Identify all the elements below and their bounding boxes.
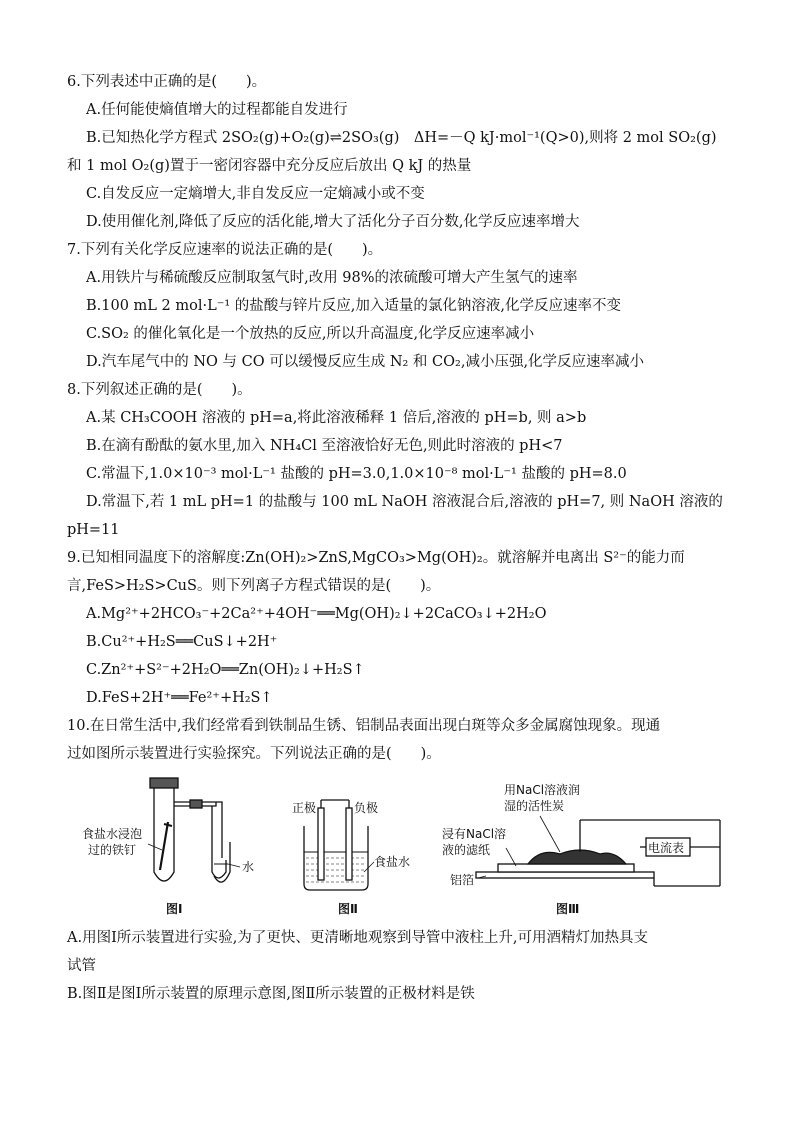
fig1-caption: 图Ⅰ (166, 902, 183, 916)
question-8-option-b: B.在滴有酚酞的氨水里,加入 NH₄Cl 至溶液恰好无色,则此时溶液的 pH<7 (86, 438, 563, 454)
question-9-stem-cont: 言,FeS>H₂S>CuS。则下列离子方程式错误的是( )。 (67, 578, 441, 594)
question-9-option-c: C.Zn²⁺+S²⁻+2H₂O══Zn(OH)₂↓+H₂S↑ (86, 662, 365, 678)
question-6-option-b-cont: 和 1 mol O₂(g)置于一密闭容器中充分反应后放出 Q kJ 的热量 (67, 158, 472, 174)
question-6-option-b: B.已知热化学方程式 2SO₂(g)+O₂(g)⇌2SO₃(g) ΔH=－Q kJ·mol⁻¹(Q>0),则将 2 mol SO₂(g) (86, 130, 717, 146)
question-9-stem: 9.已知相同温度下的溶解度:Zn(OH)₂>ZnS,MgCO₃>Mg(OH)₂。就溶解并电离出 S²⁻的能力而 (67, 550, 685, 566)
question-8-option-d: D.常温下,若 1 mL pH=1 的盐酸与 100 mL NaOH 溶液混合后,溶液的 pH=7, 则 NaOH 溶液的 (86, 494, 723, 510)
question-7-option-b: B.100 mL 2 mol·L⁻¹ 的盐酸与锌片反应,加入适量的氯化钠溶液,化学反应速率不变 (86, 298, 622, 314)
figure-1-apparatus (148, 778, 240, 882)
fig1-nail-label-1: 食盐水浸泡 (82, 827, 143, 841)
question-6-stem: 6.下列表述中正确的是( )。 (67, 74, 267, 90)
fig2-caption: 图Ⅱ (338, 902, 358, 916)
experiment-figures (0, 772, 794, 922)
question-9-option-b: B.Cu²⁺+H₂S══CuS↓+2H⁺ (86, 634, 278, 650)
fig3-foil-label: 铝箔 (450, 873, 475, 887)
question-6-option-d: D.使用催化剂,降低了反应的活化能,增大了活化分子百分数,化学反应速率增大 (86, 214, 580, 230)
fig2-negative-label: 负极 (354, 801, 379, 815)
fig3-caption: 图Ⅲ (556, 902, 580, 916)
question-10-option-a-cont: 试管 (67, 958, 96, 974)
fig1-water-label: 水 (242, 860, 255, 874)
question-10-stem-cont: 过如图所示装置进行实验探究。下列说法正确的是( )。 (67, 746, 441, 762)
fig3-ammeter-label: 电流表 (648, 841, 685, 855)
question-7-option-c: C.SO₂ 的催化氧化是一个放热的反应,所以升高温度,化学反应速率减小 (86, 326, 535, 342)
question-10-option-b: B.图Ⅱ是图Ⅰ所示装置的原理示意图,图Ⅱ所示装置的正极材料是铁 (67, 986, 475, 1002)
fig2-positive-label: 正极 (292, 801, 317, 815)
question-10-option-a: A.用图Ⅰ所示装置进行实验,为了更快、更清晰地观察到导管中液柱上升,可用酒精灯加热具支 (67, 930, 649, 946)
question-8-stem: 8.下列叙述正确的是( )。 (67, 382, 252, 398)
question-8-option-d-cont: pH=11 (67, 522, 120, 538)
fig3-carbon-label-1: 用NaCl溶液润 (504, 783, 581, 797)
fig1-nail-label-2: 过的铁钉 (88, 843, 137, 857)
question-9-option-a: A.Mg²⁺+2HCO₃⁻+2Ca²⁺+4OH⁻══Mg(OH)₂↓+2CaCO₃↓+2H₂O (86, 606, 547, 622)
question-8-option-c: C.常温下,1.0×10⁻³ mol·L⁻¹ 盐酸的 pH=3.0,1.0×10⁻⁸ mol·L⁻¹ 盐酸的 pH=8.0 (86, 466, 627, 482)
fig2-brine-label: 食盐水 (374, 855, 411, 869)
fig3-paper-label-2: 液的滤纸 (442, 843, 491, 857)
question-6-option-c: C.自发反应一定熵增大,非自发反应一定熵减小或不变 (86, 186, 425, 202)
question-7-stem: 7.下列有关化学反应速率的说法正确的是( )。 (67, 242, 383, 258)
question-8-option-a: A.某 CH₃COOH 溶液的 pH=a,将此溶液稀释 1 倍后,溶液的 pH=b, 则 a>b (86, 410, 587, 426)
question-9-option-d: D.FeS+2H⁺══Fe²⁺+H₂S↑ (86, 690, 273, 706)
question-7-option-d: D.汽车尾气中的 NO 与 CO 可以缓慢反应生成 N₂ 和 CO₂,减小压强,化学反应速率减小 (86, 354, 645, 370)
question-10-stem: 10.在日常生活中,我们经常看到铁制品生锈、铝制品表面出现白斑等众多金属腐蚀现象。现通 (67, 718, 661, 734)
question-7-option-a: A.用铁片与稀硫酸反应制取氢气时,改用 98%的浓硫酸可增大产生氢气的速率 (86, 270, 578, 286)
question-6-option-a: A.任何能使熵值增大的过程都能自发进行 (86, 102, 348, 118)
fig3-carbon-label-2: 湿的活性炭 (504, 799, 565, 813)
fig3-paper-label-1: 浸有NaCl溶 (442, 827, 507, 841)
